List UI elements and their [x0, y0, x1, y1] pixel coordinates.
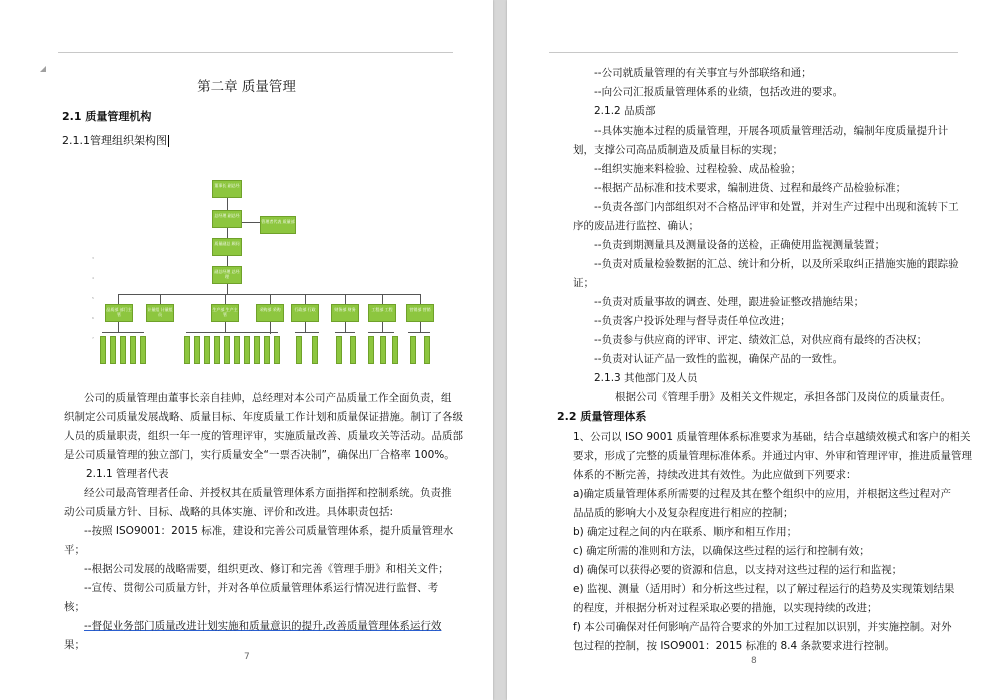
org-leaf	[264, 336, 270, 364]
org-leaf	[296, 336, 302, 364]
body-line: --负责各部门内部组织对不合格品评审和处置，并对生产过程中出现和流转下工	[594, 201, 959, 213]
body-line: 经公司最高管理者任命、并授权其在质量管理体系方面指挥和控制系统。负责推	[84, 487, 452, 499]
section-heading-text: 2.1.1管理组织架构图	[62, 134, 167, 147]
body-line: 体系的不断完善，持续改进其有效性。为此应做到下列要求：	[573, 469, 857, 481]
org-leaf	[100, 336, 106, 364]
body-line: --根据公司发展的战略需要，组织更改、修订和完善《管理手册》和相关文件；	[84, 563, 449, 575]
body-line: --按照 ISO9001：2015 标准，建设和完善公司质量管理体系，提升质量管理水	[84, 525, 454, 537]
org-box-dept-1: 品质部 部门主管	[105, 304, 133, 322]
org-box-mgmt-rep: 管理者代表 质量部	[260, 216, 296, 234]
body-line: 果；	[64, 639, 85, 651]
body-line: 人员的质量职责，组织一年一度的管理评审，实施质量改善、质量攻关等活动。品质部	[64, 430, 463, 442]
body-line: 要求，形成了完整的质量管理标准体系。并通过内审、外审和管理评审，推进质量管理	[573, 450, 972, 462]
org-leaf	[224, 336, 230, 364]
org-leaf	[254, 336, 260, 364]
org-leaf	[274, 336, 280, 364]
body-line: f) 本公司确保对任何影响产品符合要求的外加工过程加以识别，并实施控制。对外	[573, 621, 952, 633]
body-line: 的程度，并根据分析对过程采取必要的措施，以实现持续的改进；	[573, 602, 878, 614]
body-line: c) 确定所需的准则和方法，以确保这些过程的运行和控制有效；	[573, 545, 870, 557]
body-line: --向公司汇报质量管理体系的业绩，包括改进的要求。	[594, 86, 844, 98]
page-corner-mark	[40, 66, 46, 72]
header-rule	[549, 52, 958, 53]
org-chart: 3 4 5 6 7 董事长 副总经 总经理 副总经 管理者代表 质量部 质量副总 顾问 副总经理 总经理 品质部 部门主管 计量组 计量组员 生产部 生产主管 采购部 采购 行政部 行政 财务部 财务 工程部 工程 营销部 营销	[90, 176, 490, 376]
org-leaf	[130, 336, 136, 364]
section-heading-other-depts: 2.1.3 其他部门及人员	[594, 372, 698, 384]
section-heading-mgmt-rep: 2.1.1 管理者代表	[86, 468, 169, 480]
body-line: d) 确保可以获得必要的资源和信息，以支持对这些过程的运行和监视；	[573, 564, 903, 576]
body-line: 动公司质量方针、目标、战略的具体实施、评价和改进。具体职责包括:	[64, 506, 394, 518]
body-line: --负责对认证产品一致性的监视，确保产品的一致性。	[594, 353, 844, 365]
body-line: --组织实施来料检验、过程检验、成品检验；	[594, 163, 802, 175]
header-rule	[58, 52, 453, 53]
org-leaf	[110, 336, 116, 364]
org-leaf	[312, 336, 318, 364]
body-line: b) 确定过程之间的内在联系、顺序和相互作用；	[573, 526, 798, 538]
section-heading-2-1-1[interactable]	[62, 134, 169, 148]
body-line: 证；	[573, 277, 594, 289]
section-heading-quality-dept: 2.1.2 品质部	[594, 105, 656, 117]
body-line: --督促业务部门质量改进计划实施和质量意识的提升,改善质量管理体系运行效	[84, 620, 442, 632]
body-line: --负责客户投诉处理与督导责任单位改进；	[594, 315, 791, 327]
page-number: 8	[751, 656, 757, 666]
org-leaf	[392, 336, 398, 364]
document-page-7	[0, 0, 493, 700]
body-line: 品品质的影响大小及复杂程度进行相应的控制；	[573, 507, 794, 519]
section-heading-2-2: 2.2 质量管理体系	[557, 410, 647, 423]
body-line: 织制定公司质量发展战略、质量目标、年度质量工作计划和质量保证措施。制订了各级	[64, 411, 463, 423]
org-box-dept-4: 采购部 采购	[256, 304, 284, 322]
org-leaf	[214, 336, 220, 364]
org-leaf	[424, 336, 430, 364]
chapter-title: 第二章 质量管理	[197, 79, 296, 95]
body-line: --负责对质量检验数据的汇总、统计和分析，以及所采取纠正措施实施的跟踪验	[594, 258, 959, 270]
body-line: --负责参与供应商的评审、评定、绩效汇总，对供应商有最终的否决权；	[594, 334, 928, 346]
org-leaf	[350, 336, 356, 364]
body-line: --公司就质量管理的有关事宜与外部联络和通；	[594, 67, 812, 79]
section-heading-2-1: 2.1 质量管理机构	[62, 110, 152, 123]
body-line: 包过程的控制，按 ISO9001：2015 标准的 8.4 条款要求进行控制。	[573, 640, 896, 652]
org-leaf	[184, 336, 190, 364]
org-box-deputy-gm: 副总经理 总经理	[212, 266, 242, 284]
body-line: 平；	[64, 544, 85, 556]
org-box-vp-quality: 质量副总 顾问	[212, 238, 242, 256]
org-box-gm: 总经理 副总经	[212, 210, 242, 228]
org-box-chairman: 董事长 副总经	[212, 180, 242, 198]
body-line: --负责到期测量具及测量设备的送检，正确使用监视测量装置；	[594, 239, 886, 251]
org-box-dept-5: 行政部 行政	[291, 304, 319, 322]
org-leaf	[368, 336, 374, 364]
document-page-8	[507, 0, 1000, 700]
body-line: 1、公司以 ISO 9001 质量管理体系标准要求为基础，结合卓越绩效模式和客户的相关	[573, 431, 971, 443]
org-box-dept-3: 生产部 生产主管	[211, 304, 239, 322]
org-leaf	[140, 336, 146, 364]
body-line: --具体实施本过程的质量管理，开展各项质量管理活动，编制年度质量提升计	[594, 125, 949, 137]
text-cursor	[168, 135, 169, 147]
org-leaf	[380, 336, 386, 364]
body-line: 核；	[64, 601, 85, 613]
body-line: --宣传、贯彻公司质量方针，并对各单位质量管理体系运行情况进行监督、考	[84, 582, 439, 594]
body-line: e) 监视、测量（适用时）和分析这些过程，以了解过程运行的趋势及实现策划结果	[573, 583, 955, 595]
org-box-dept-6: 财务部 财务	[331, 304, 359, 322]
org-box-dept-7: 工程部 工程	[368, 304, 396, 322]
org-leaf	[120, 336, 126, 364]
body-line: 根据公司《管理手册》及相关文件规定，承担各部门及岗位的质量责任。	[615, 391, 951, 403]
org-box-dept-2: 计量组 计量组员	[146, 304, 174, 322]
body-line: 序的废品进行监控、确认；	[573, 220, 699, 232]
org-leaf	[410, 336, 416, 364]
page-number: 7	[244, 652, 250, 662]
body-line: a)确定质量管理体系所需要的过程及其在整个组织中的应用，并根据这些过程对产	[573, 488, 952, 500]
body-line: 是公司质量管理的独立部门，实行质量安全“一票否决制”，确保出厂合格率 100%。	[64, 449, 455, 461]
org-leaf	[234, 336, 240, 364]
org-leaf	[194, 336, 200, 364]
body-line: --根据产品标准和技术要求，编制进货、过程和最终产品检验标准；	[594, 182, 907, 194]
org-leaf	[336, 336, 342, 364]
org-leaf	[204, 336, 210, 364]
org-leaf	[244, 336, 250, 364]
body-line: --负责对质量事故的调查、处理，跟进验证整改措施结果；	[594, 296, 865, 308]
body-line: 划，支撑公司高品质制造及质量目标的实现；	[573, 144, 783, 156]
body-line: 公司的质量管理由董事长亲自挂帅，总经理对本公司产品质量工作全面负责，组	[84, 392, 452, 404]
org-box-dept-8: 营销部 营销	[406, 304, 434, 322]
